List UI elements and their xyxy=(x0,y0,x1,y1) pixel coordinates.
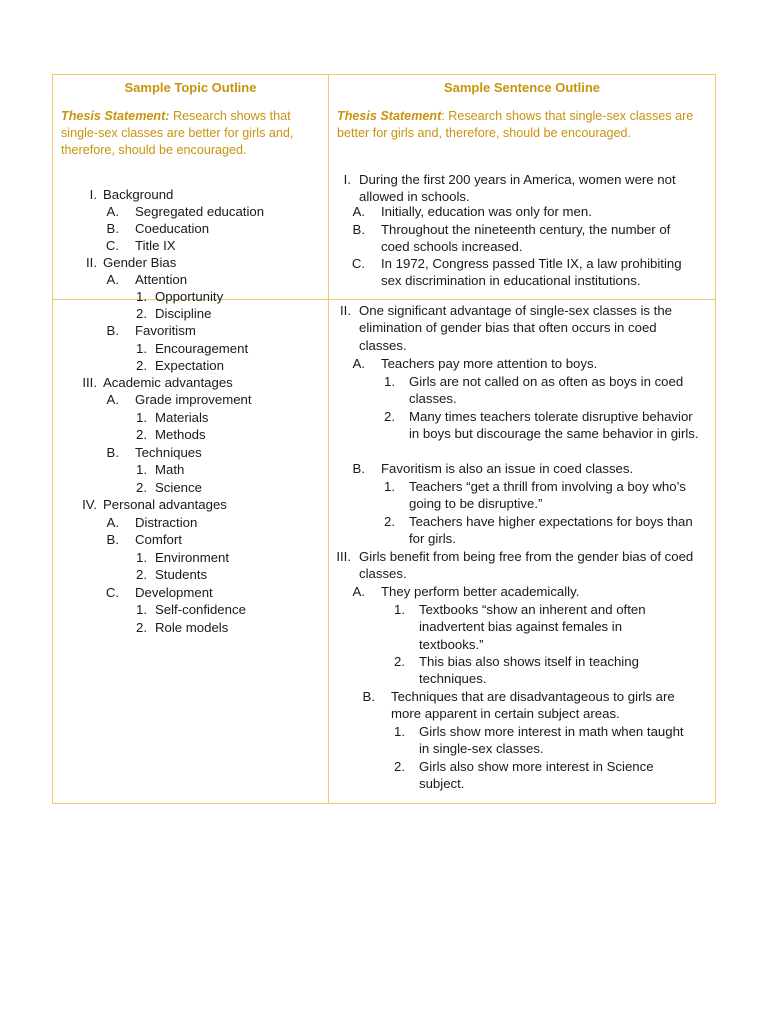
outline-item-text: Comfort xyxy=(135,532,182,547)
outline-item-text: Development xyxy=(135,585,213,600)
outline-marker: I. xyxy=(89,187,97,202)
outline-marker: B. xyxy=(106,221,119,236)
outline-marker: A. xyxy=(106,515,119,530)
outline-marker: IV. xyxy=(82,497,97,512)
outline-item-text: Initially, education was only for men. xyxy=(381,204,592,219)
outline-item-text: Teachers have higher expectations for boys than for girls. xyxy=(409,514,693,547)
outline-marker: B. xyxy=(106,532,119,547)
topic-outline-column xyxy=(53,75,329,803)
outline-item-text: Expectation xyxy=(155,358,224,373)
outline-item-text: Coeducation xyxy=(135,221,210,236)
outline-marker: B. xyxy=(106,445,119,460)
outline-item-text: Methods xyxy=(155,427,206,442)
outline-item-text: Environment xyxy=(155,550,230,565)
outline-marker: B. xyxy=(352,461,365,476)
outline-item-text: Gender Bias xyxy=(103,255,177,270)
outline-item-text: Girls show more interest in math when taught in single-sex classes. xyxy=(419,724,684,757)
outline-item-text: This bias also shows itself in teaching techniques. xyxy=(419,654,639,687)
outline-marker: III. xyxy=(336,549,351,564)
outline-marker: C. xyxy=(351,256,365,271)
outline-item-text: In 1972, Congress passed Title IX, a law prohibiting sex discrimination in educational institutions. xyxy=(381,256,682,289)
outline-item-text: During the first 200 years in America, women were not allowed in schools. xyxy=(359,172,676,205)
outline-item-text: Encouragement xyxy=(155,341,249,356)
outline-marker: 1. xyxy=(136,602,147,617)
outline-marker: 2. xyxy=(136,480,147,495)
outline-marker: 1. xyxy=(384,374,395,389)
sentence-outline-heading: Sample Sentence Outline xyxy=(443,80,601,95)
outline-marker: III. xyxy=(82,375,97,390)
outline-item-text: Math xyxy=(155,462,185,477)
outline-marker: A. xyxy=(106,392,119,407)
outline-item-text: Favoritism xyxy=(135,323,196,338)
outline-marker: B. xyxy=(106,323,119,338)
thesis-text: : Research shows that single-sex classes are better for girls and, therefore, should be encouraged. xyxy=(337,109,694,140)
outline-marker: B. xyxy=(352,222,365,237)
outline-item-text: Textbooks “show an inherent and often inadvertent bias against females in textbooks.” xyxy=(419,602,646,652)
outline-marker: 2. xyxy=(394,759,405,774)
outline-marker: 2. xyxy=(136,427,147,442)
outline-item-text: Personal advantages xyxy=(103,497,227,512)
outline-item-text: Segregated education xyxy=(135,204,265,219)
outline-marker: 2. xyxy=(394,654,405,669)
outline-item-text: Grade improvement xyxy=(135,392,252,407)
outline-marker: 1. xyxy=(136,341,147,356)
outline-item-text: They perform better academically. xyxy=(381,584,580,599)
outline-marker: A. xyxy=(106,272,119,287)
outline-item-text: Science xyxy=(155,480,202,495)
outline-item-text: Teachers “get a thrill from involving a boy who’s going to be disruptive.” xyxy=(409,479,686,512)
outline-marker: C. xyxy=(105,585,119,600)
outline-item-text: Attention xyxy=(135,272,188,287)
outline-marker: 1. xyxy=(136,462,147,477)
thesis-text: Research shows that single-sex classes are better for girls and, therefore, should be encouraged. xyxy=(61,109,294,157)
outline-item-text: Teachers pay more attention to boys. xyxy=(381,356,598,371)
outline-marker: 1. xyxy=(136,289,147,304)
outline-item-text: Students xyxy=(155,567,208,582)
outline-item-text: Self-confidence xyxy=(155,602,246,617)
outline-marker: A. xyxy=(352,584,365,599)
outline-marker: II. xyxy=(86,255,97,270)
outline-marker: 2. xyxy=(136,358,147,373)
outline-item-text: Role models xyxy=(155,620,229,635)
outline-table xyxy=(52,74,716,804)
outline-marker: 1. xyxy=(136,550,147,565)
outline-marker: 2. xyxy=(384,514,395,529)
outline-marker: 2. xyxy=(136,306,147,321)
thesis-label: Thesis Statement: xyxy=(61,109,170,123)
outline-item-text: Opportunity xyxy=(155,289,224,304)
outline-item-text: Favoritism is also an issue in coed classes. xyxy=(381,461,634,476)
outline-marker: 1. xyxy=(394,724,405,739)
outline-item-text: Techniques that are disadvantageous to girls are more apparent in certain subject areas. xyxy=(391,689,675,722)
outline-item-text: Girls also show more interest in Science subject. xyxy=(419,759,654,792)
outline-item-text: Academic advantages xyxy=(103,375,233,390)
outline-marker: II. xyxy=(340,303,351,318)
outline-marker: A. xyxy=(352,204,365,219)
outline-item-text: Background xyxy=(103,187,174,202)
outline-item-text: Distraction xyxy=(135,515,198,530)
topic-outline-heading: Sample Topic Outline xyxy=(124,80,257,95)
outline-item-text: Throughout the nineteenth century, the number of coed schools increased. xyxy=(381,222,671,255)
outline-marker: 2. xyxy=(136,620,147,635)
outline-marker: 1. xyxy=(384,479,395,494)
outline-item-text: One significant advantage of single-sex classes is the elimination of gender bias that often occurs in coed classes. xyxy=(359,303,673,353)
outline-item-text: Girls benefit from being free from the gender bias of coed classes. xyxy=(359,549,694,582)
outline-marker: B. xyxy=(362,689,375,704)
outline-item-text: Many times teachers tolerate disruptive behavior in boys but discourage the same behavior in girls. xyxy=(409,409,699,442)
outline-item-text: Girls are not called on as often as boys in coed classes. xyxy=(409,374,684,407)
outline-item-text: Discipline xyxy=(155,306,212,321)
outline-item-text: Techniques xyxy=(135,445,202,460)
outline-marker: A. xyxy=(106,204,119,219)
outline-marker: 2. xyxy=(136,567,147,582)
outline-marker: A. xyxy=(352,356,365,371)
sentence-thesis-statement xyxy=(337,108,705,142)
topic-thesis-statement xyxy=(61,108,314,159)
outline-marker: 1. xyxy=(136,410,147,425)
outline-marker: I. xyxy=(343,172,351,187)
outline-item-text: Materials xyxy=(155,410,209,425)
outline-item-text: Title IX xyxy=(135,238,176,253)
outline-marker: 2. xyxy=(384,409,395,424)
sentence-outline-column xyxy=(329,75,715,803)
outline-marker: 1. xyxy=(394,602,405,617)
outline-marker: C. xyxy=(105,238,119,253)
thesis-label: Thesis Statement xyxy=(337,109,442,123)
